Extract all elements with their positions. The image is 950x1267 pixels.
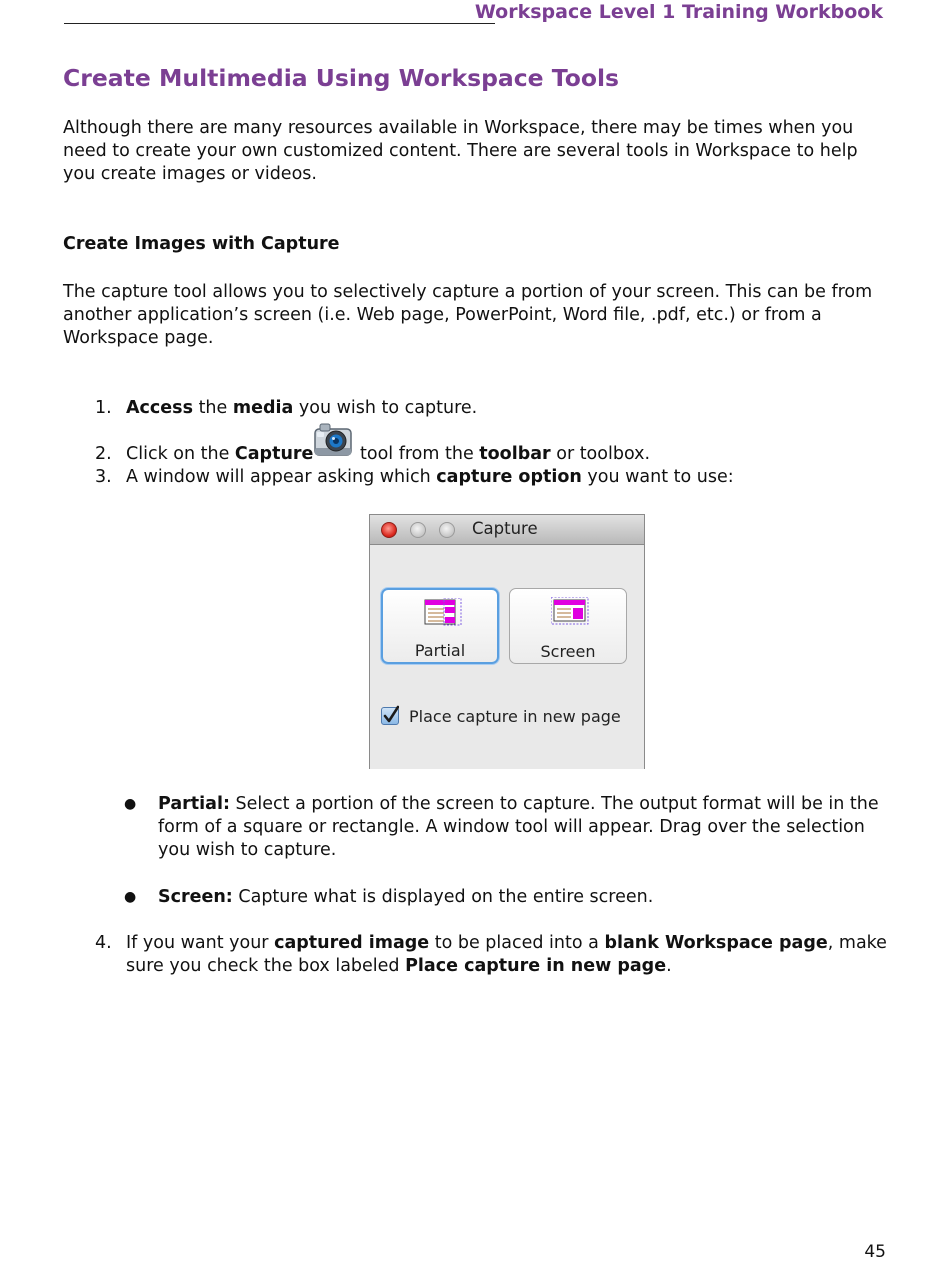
step-1-term-media: media [232,398,294,418]
bullet-dot: ● [124,796,137,812]
bullet-text: you wish to capture. [158,840,337,860]
bullet-screen-line [158,886,653,909]
capture-dialog [369,514,645,769]
step-3-text [126,466,734,489]
page-number: 45 [864,1242,886,1262]
bullet-text: Capture what is displayed on the entire screen. [232,887,654,907]
step-2-term-toolbar: toolbar [479,444,551,464]
step-2-text-part: or toolbox. [550,444,651,464]
place-capture-label: Place capture in new page [409,707,621,726]
step-4-text-part: . [666,956,672,976]
step-number: 1. [95,398,112,418]
camera-icon [312,420,354,460]
checkmark-icon [383,705,399,725]
partial-label: Partial [414,641,466,660]
step-number: 4. [95,933,112,953]
section-heading: Create Images with Capture [63,234,340,254]
step-3-text-part: A window will appear asking which [126,467,437,487]
screen-capture-button[interactable] [509,588,627,664]
step-4-text-line-2 [126,955,672,978]
intro-paragraph: Although there are many resources available in Workspace, there may be times when you need to create your own customized content. There are several tools in Workspace to help you create images or videos. [63,118,858,184]
dialog-title: Capture [472,519,538,538]
step-2-text-part: tool from the [360,444,480,464]
place-capture-checkbox[interactable] [381,707,399,725]
dialog-titlebar [370,515,644,545]
step-2-text-tail [360,443,650,466]
step-4-text-part: sure you check the box labeled [126,956,406,976]
step-2-term-capture: Capture [234,444,314,464]
bullet-dot: ● [124,889,137,905]
bullet-term: Screen: [158,887,233,907]
step-4-text-part: to be placed into a [429,933,605,953]
partial-capture-button[interactable] [381,588,499,664]
step-2-text [126,443,313,466]
step-1-text [126,397,477,420]
step-1-text-part: you wish to capture. [293,398,478,418]
bullet-term: Partial: [158,794,230,814]
step-4-text [126,932,887,955]
step-number: 2. [95,444,112,464]
screen-capture-icon [551,597,589,625]
step-4-term: captured image [274,933,430,953]
partial-capture-icon [424,598,462,626]
step-4-text-part: If you want your [126,933,275,953]
bullet-partial-line [158,793,879,816]
step-number: 3. [95,467,112,487]
bullet-text: form of a square or rectangle. A window tool will appear. Drag over the selection [158,817,865,837]
section-description: The capture tool allows you to selectively capture a portion of your screen. This can be from another application’s screen (i.e. Web page, PowerPoint, Word file, .pdf, etc.) or from a Workspace page. [63,282,873,348]
bullet-text: Select a portion of the screen to capture. The output format will be in the [229,794,879,814]
minimize-window-button[interactable] [410,522,426,538]
zoom-window-button[interactable] [439,522,455,538]
step-1-text-part: the [193,398,233,418]
step-4-text-part: , make [827,933,887,953]
header-rule [64,23,495,24]
step-2-text-part: Click on the [126,444,235,464]
page-title: Create Multimedia Using Workspace Tools [63,64,620,92]
step-3-term: capture option [436,467,582,487]
header-title: Workspace Level 1 Training Workbook [474,1,883,23]
step-4-term: Place capture in new page [405,956,667,976]
step-1-term: Access [126,398,193,418]
step-3-text-part: you want to use: [581,467,734,487]
screen-label: Screen [540,642,596,661]
step-4-term: blank Workspace page [604,933,828,953]
close-window-button[interactable] [381,522,397,538]
